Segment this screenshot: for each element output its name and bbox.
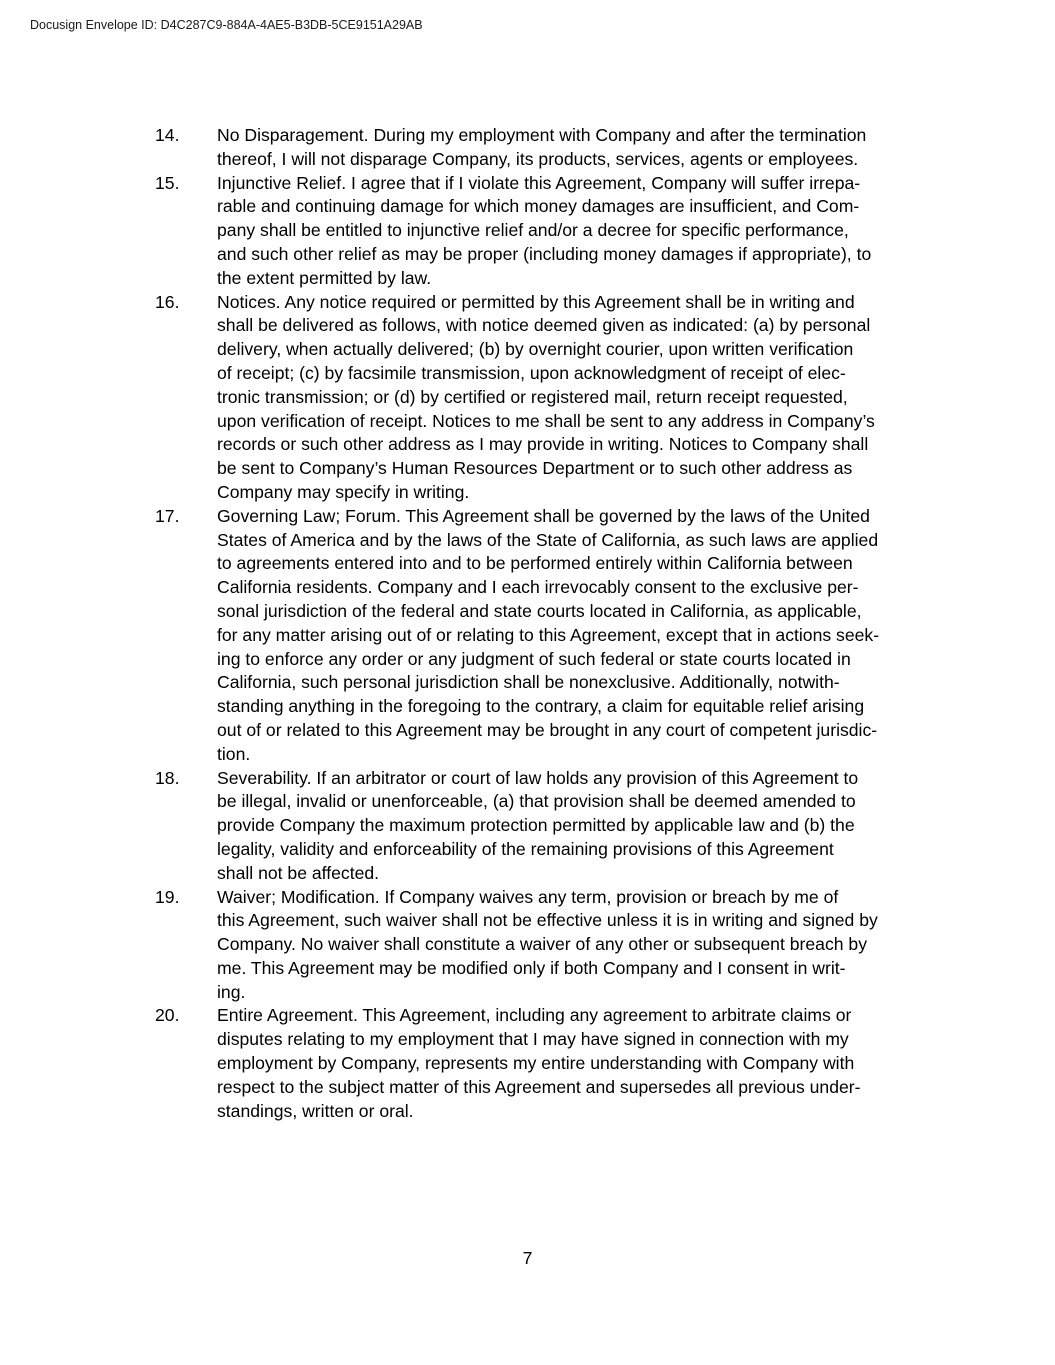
clause-line: Notices. Any notice required or permitted by this Agreement shall be in writing and bbox=[217, 291, 855, 312]
clause-line: standings, written or oral. bbox=[217, 1100, 414, 1121]
clause-line: No Disparagement. During my employment with Company and after the termination bbox=[217, 125, 867, 145]
clause-line: of receipt; (c) by facsimile transmission, upon acknowledgment of receipt of elec- bbox=[217, 362, 846, 383]
clause-number: 15. bbox=[155, 172, 180, 193]
clause-line: States of America and by the laws of the State of California, as such laws are applied bbox=[217, 529, 879, 550]
clause-text bbox=[217, 767, 939, 886]
clause-line: the extent permitted by law. bbox=[217, 267, 432, 288]
clause-line: California residents. Company and I each irrevocably consent to the exclusive per- bbox=[217, 577, 859, 598]
clause-line: employment by Company, represents my entire understanding with Company with bbox=[217, 1053, 855, 1074]
clause-line: Injunctive Relief. I agree that if I violate this Agreement, Company will suffer irrepa- bbox=[217, 172, 861, 193]
clause-line: sonal jurisdiction of the federal and state courts located in California, as applicable, bbox=[217, 600, 862, 621]
clause-line: shall be delivered as follows, with notice deemed given as indicated: (a) by personal bbox=[217, 315, 871, 336]
clause-line: records or such other address as I may provide in writing. Notices to Company shall bbox=[217, 434, 869, 455]
clause-text bbox=[217, 1004, 939, 1123]
clause-line: legality, validity and enforceability of the remaining provisions of this Agreement bbox=[217, 838, 834, 859]
clause-number: 14. bbox=[155, 125, 180, 145]
clause-line: Governing Law; Forum. This Agreement shall be governed by the laws of the United bbox=[217, 505, 870, 526]
clause-line: tronic transmission; or (d) by certified or registered mail, return receipt requested, bbox=[217, 386, 848, 407]
clause-line: delivery, when actually delivered; (b) by overnight courier, upon written verification bbox=[217, 339, 854, 360]
clause-text bbox=[217, 291, 939, 505]
clause-line: tion. bbox=[217, 743, 251, 764]
clause-line: rable and continuing damage for which money damages are insufficient, and Com- bbox=[217, 196, 860, 217]
clause-line: to agreements entered into and to be performed entirely within California between bbox=[217, 553, 853, 574]
clause-line: Severability. If an arbitrator or court of law holds any provision of this Agreement to bbox=[217, 767, 859, 788]
clause-15-injunctive-relief bbox=[155, 172, 945, 291]
clause-number: 17. bbox=[155, 505, 180, 526]
clause-text bbox=[217, 172, 939, 291]
clause-line: be sent to Company’s Human Resources Department or to such other address as bbox=[217, 458, 853, 479]
clause-line: standing anything in the foregoing to the contrary, a claim for equitable relief arising bbox=[217, 696, 865, 717]
clause-line: thereof, I will not disparage Company, its products, services, agents or employees. bbox=[217, 148, 859, 169]
clause-number: 19. bbox=[155, 886, 180, 907]
clause-line: Entire Agreement. This Agreement, including any agreement to arbitrate claims or bbox=[217, 1005, 852, 1026]
clause-line: Company may specify in writing. bbox=[217, 481, 470, 502]
clause-line: shall not be affected. bbox=[217, 862, 380, 883]
clause-text bbox=[217, 505, 939, 767]
clause-text bbox=[217, 886, 939, 1005]
clause-line: Waiver; Modification. If Company waives any term, provision or breach by me of bbox=[217, 886, 839, 907]
clause-number: 18. bbox=[155, 767, 180, 788]
clause-line: upon verification of receipt. Notices to me shall be sent to any address in Company’s bbox=[217, 410, 875, 431]
clause-line: pany shall be entitled to injunctive relief and/or a decree for specific performance, bbox=[217, 220, 849, 241]
clause-line: and such other relief as may be proper (including money damages if appropriate), to bbox=[217, 243, 872, 264]
clause-line: ing to enforce any order or any judgment of such federal or state courts located in bbox=[217, 648, 851, 669]
clause-14-no-disparagement bbox=[155, 124, 945, 172]
clause-18-severability bbox=[155, 767, 945, 886]
clause-text bbox=[217, 124, 939, 172]
clause-20-entire-agreement bbox=[155, 1004, 945, 1123]
clause-line: for any matter arising out of or relating to this Agreement, except that in actions seek- bbox=[217, 624, 880, 645]
clause-line: me. This Agreement may be modified only if both Company and I consent in writ- bbox=[217, 957, 846, 978]
agreement-clauses bbox=[155, 124, 945, 1123]
clause-line: be illegal, invalid or unenforceable, (a) that provision shall be deemed amended to bbox=[217, 791, 856, 812]
docusign-envelope-id: Docusign Envelope ID: D4C287C9-884A-4AE5-B3DB-5CE9151A29AB bbox=[30, 18, 423, 32]
clause-19-waiver-modification bbox=[155, 886, 945, 1005]
clause-number: 20. bbox=[155, 1005, 180, 1026]
clause-line: Company. No waiver shall constitute a waiver of any other or subsequent breach by bbox=[217, 934, 868, 955]
clause-16-notices bbox=[155, 291, 945, 505]
clause-line: provide Company the maximum protection permitted by applicable law and (b) the bbox=[217, 815, 855, 836]
clause-number: 16. bbox=[155, 291, 180, 312]
clause-line: ing. bbox=[217, 981, 246, 1002]
clause-17-governing-law bbox=[155, 505, 945, 767]
clause-line: this Agreement, such waiver shall not be effective unless it is in writing and signed by bbox=[217, 910, 878, 931]
clause-line: out of or related to this Agreement may be brought in any court of competent jurisdic- bbox=[217, 719, 878, 740]
clause-line: disputes relating to my employment that I may have signed in connection with my bbox=[217, 1029, 849, 1050]
page-number: 7 bbox=[522, 1248, 533, 1268]
clause-line: California, such personal jurisdiction shall be nonexclusive. Additionally, notwith- bbox=[217, 672, 840, 693]
clause-line: respect to the subject matter of this Agreement and supersedes all previous under- bbox=[217, 1076, 861, 1097]
